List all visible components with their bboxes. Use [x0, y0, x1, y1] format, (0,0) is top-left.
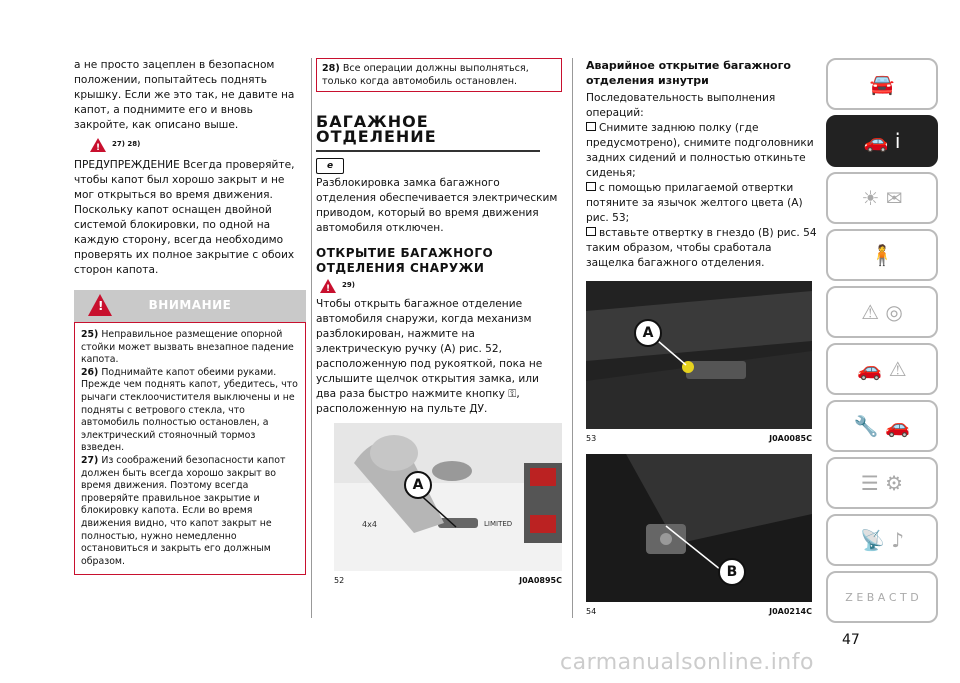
warning-paragraph: ПРЕДУПРЕЖДЕНИЕ Всегда проверяйте, чтобы капот был хорошо закрыт и не мог открыться во время движения. Поскольку капот оснащен двойной системой блокировки, по одной на каждую сторону, всегда необходимо проверять их полное закрытие с обоих сторон капота. [74, 159, 295, 276]
subsection-paragraph: Чтобы открыть багажное отделение автомобиля снаружи, когда механизм разблокирован, нажмите на электрическую ручку (A) рис. 52, расположенную под рукояткой, пока не услышите щелчок открытия замка, или два раза быстро нажмите кнопку ⚿, расположенную на пульте ДУ. [316, 298, 543, 415]
warning-25-text: Неправильное размещение опорной стойки может вызвать внезапное падение капота. [81, 329, 294, 366]
warning-triangle-icon: ! [90, 138, 106, 152]
warning-27-text: Из соображений безопасности капот должен быть всегда хорошо закрыт во время движения. Поэтому всегда проверяйте правильное закрытие и блокировку капота. Если во время движения видно, что капот закрыт не полностью, нужно немедленно остановиться и закрыть его должным образом. [81, 454, 286, 567]
electric-lock-icon: e [316, 158, 344, 174]
lights-mail-icon: ☀ ✉ [861, 186, 903, 210]
tailgate-photo-icon [334, 423, 562, 571]
step-1 [586, 121, 818, 181]
checkbox-bullet-icon [586, 227, 596, 236]
tab-dashboard[interactable] [826, 58, 938, 110]
warning-triangle-icon: ! [320, 279, 336, 293]
tab-vehicle-info[interactable] [826, 115, 938, 167]
warning-27-num: 27) [81, 454, 99, 466]
warning-26 [81, 367, 299, 455]
callout-a: A [634, 319, 662, 347]
watermark: carmanualsonline.info [560, 650, 814, 675]
figure-52-code: J0A0895C [519, 576, 562, 585]
tab-specs[interactable] [826, 457, 938, 509]
callout-b: B [718, 558, 746, 586]
index-letters-icon: Z E B A C T D [845, 590, 919, 604]
tab-multimedia[interactable] [826, 514, 938, 566]
figure-54-number: 54 [586, 607, 597, 616]
column-left [74, 58, 306, 575]
warning-27 [81, 455, 299, 568]
figure-54 [586, 454, 812, 602]
step-1-text: Снимите заднюю полку (где предусмотрено), снимите подголовники задних сидений и полностью откиньте сиденья; [586, 122, 814, 179]
attention-header [74, 290, 306, 322]
note-box [316, 58, 562, 92]
step-3 [586, 226, 818, 271]
car-dashboard-icon: 🚘 [869, 72, 895, 96]
step-2 [586, 181, 818, 226]
checkbox-bullet-icon [586, 122, 596, 131]
tab-lights[interactable] [826, 172, 938, 224]
note-num: 28) [322, 63, 340, 74]
figure-53-caption [586, 431, 812, 446]
column-divider [572, 58, 573, 618]
car-warning-icon: 🚗 ⚠ [857, 357, 907, 381]
attention-title: ВНИМАНИЕ [148, 298, 232, 312]
figure-53-code: J0A0085C [769, 434, 812, 443]
checkbox-bullet-icon [586, 182, 596, 191]
wrench-car-icon: 🔧 🚗 [853, 414, 911, 438]
note-text: Все операции должны выполняться, только когда автомобиль остановлен. [322, 63, 529, 87]
figure-52 [334, 423, 562, 571]
attention-triangle-icon: ! [88, 294, 112, 316]
section-heading: БАГАЖНОЕ ОТДЕЛЕНИЕ [316, 114, 540, 152]
figure-52-number: 52 [334, 576, 345, 585]
figure-52-caption [334, 573, 562, 588]
subsection-heading: ОТКРЫТИЕ БАГАЖНОГО ОТДЕЛЕНИЯ СНАРУЖИ [316, 246, 494, 275]
airbag-person-icon: 🧍 [869, 243, 895, 267]
tab-emergency[interactable] [826, 400, 938, 452]
tab-index[interactable] [826, 571, 938, 623]
step-3-text: вставьте отвертку в гнездо (B) рис. 54 таким образом, чтобы сработала защелка багажного отделения. [586, 227, 817, 269]
warning-26-text: Поднимайте капот обеими руками. Прежде чем поднять капот, убедитесь, что рычаги стеклоочистителя выключены и не подняты с ветрового стекла, что автомобиль полностью остановлен, а электрический стояночный тормоз взведен. [81, 366, 298, 454]
warning-ref-29 [320, 278, 562, 293]
specs-list-icon: ☰ ⚙ [860, 471, 904, 495]
figure-54-caption [586, 604, 812, 619]
warning-refs-text: 27) 28) [112, 140, 141, 148]
section-paragraph: Разблокировка замка багажного отделения обеспечивается электрическим приводом, который во время движения автомобиля отключен. [316, 177, 558, 234]
figure-54-code: J0A0214C [769, 607, 812, 616]
page-number: 47 [842, 632, 860, 648]
callout-a: A [404, 471, 432, 499]
car-info-icon: 🚗 i [863, 129, 901, 153]
column-middle [316, 58, 562, 588]
emergency-intro: Последовательность выполнения операций: [586, 92, 776, 119]
warning-25-num: 25) [81, 329, 99, 340]
warning-26-num: 26) [81, 366, 99, 378]
warning-refs [90, 137, 306, 152]
tab-safety[interactable] [826, 229, 938, 281]
figure-53-number: 53 [586, 434, 597, 443]
tab-driving[interactable] [826, 286, 938, 338]
warning-ref-29-text: 29) [342, 281, 355, 289]
column-right [586, 58, 818, 619]
steering-wheel-icon: ⚠ ◎ [861, 300, 903, 324]
emergency-heading: Аварийное открытие багажного отделения изнутри [586, 59, 791, 87]
tab-warnings[interactable] [826, 343, 938, 395]
warning-25 [81, 329, 299, 367]
multimedia-icon: 📡 ♪ [859, 528, 905, 552]
intro-paragraph: а не просто зацеплен в безопасном положении, попытайтесь поднять крышку. Если же это так, не давите на капот, а поднимите его и вновь закройте, как описано выше. [74, 59, 295, 131]
figure-53 [586, 281, 812, 429]
badge-limited: LIMITED [484, 520, 513, 528]
column-divider [311, 58, 312, 618]
attention-box [74, 322, 306, 575]
latch-tab-photo-icon [586, 281, 812, 429]
badge-4x4: 4x4 [362, 520, 377, 529]
step-2-text: с помощью прилагаемой отвертки потяните за язычок желтого цвета (A) рис. 53; [586, 182, 803, 224]
screwdriver-slot-photo-icon [586, 454, 812, 602]
